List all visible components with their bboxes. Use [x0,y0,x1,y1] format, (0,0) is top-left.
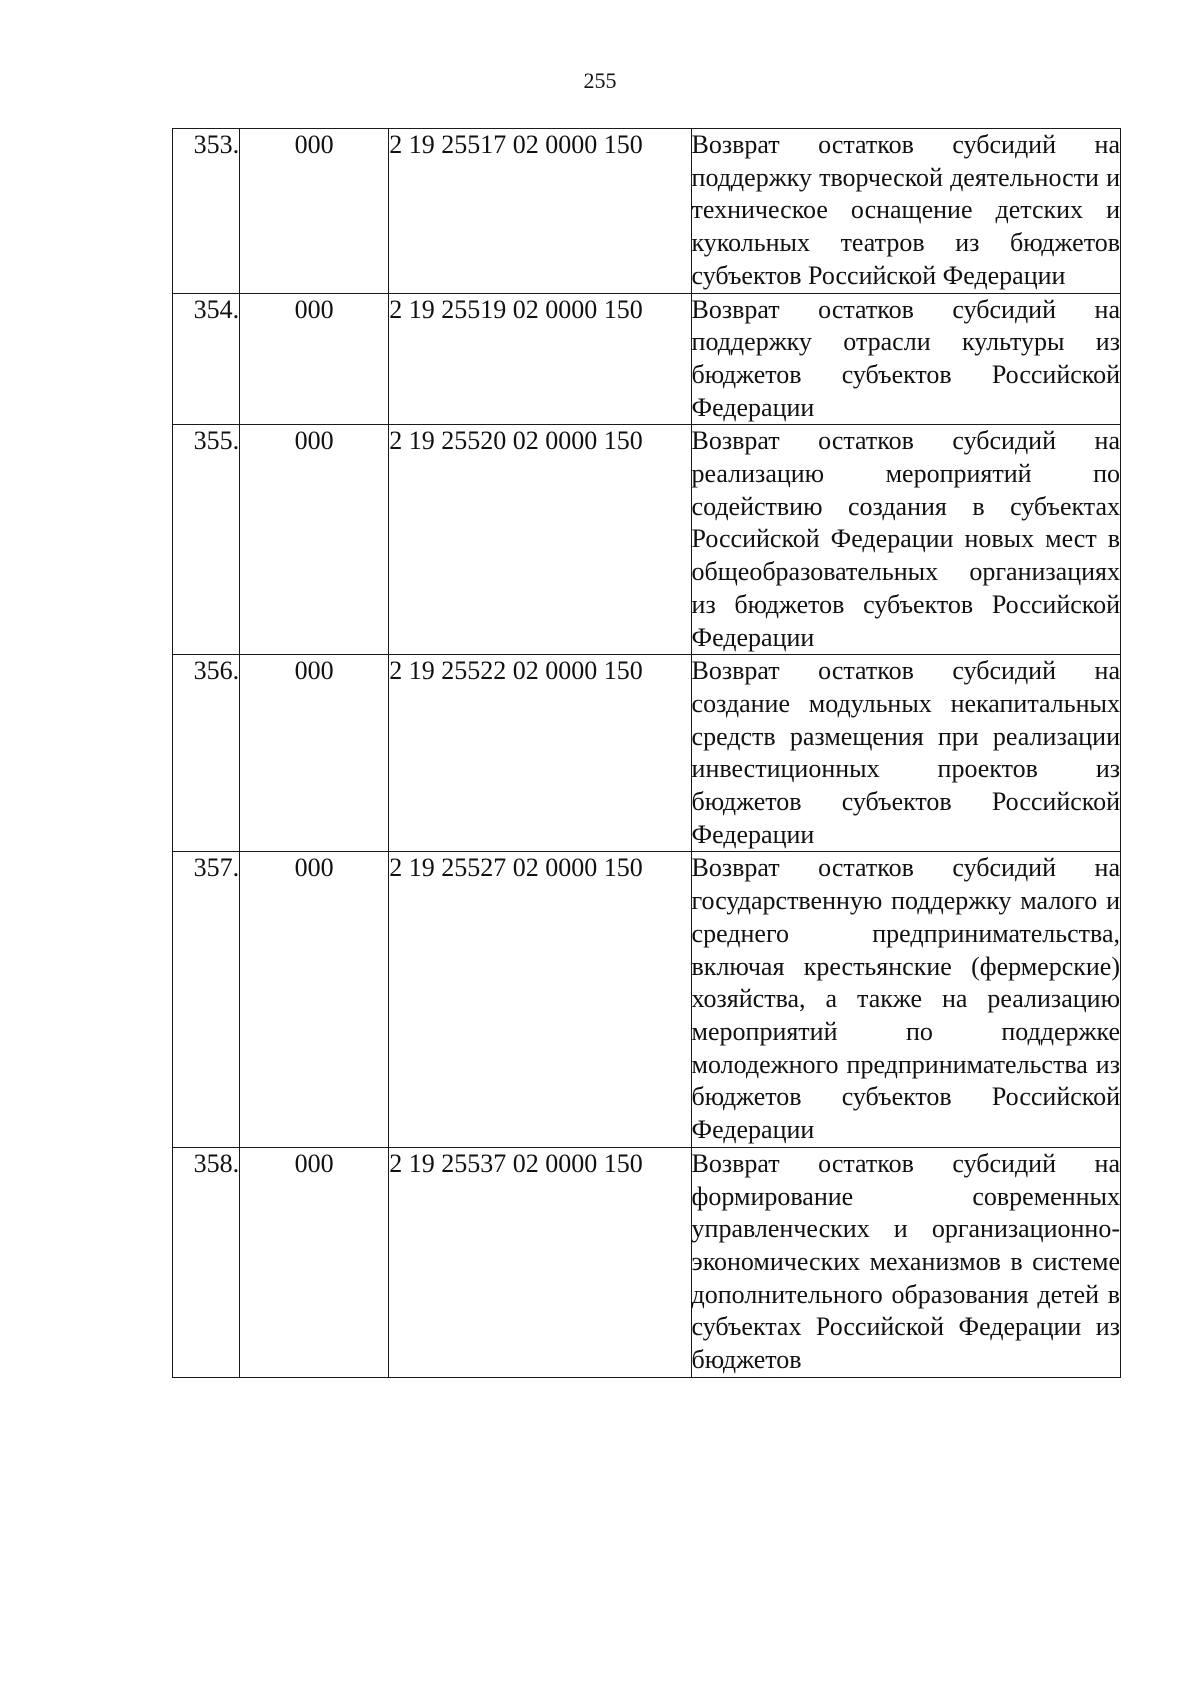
row-number: 355. [173,425,240,655]
budget-code: 2 19 25522 02 0000 150 [389,655,691,852]
budget-code: 2 19 25527 02 0000 150 [389,852,691,1147]
revenue-name: Возврат остатков субсидий на поддержку отрасли культуры из бюджетов субъектов Российской Федерации [691,293,1120,425]
budget-code: 2 19 25517 02 0000 150 [389,129,691,294]
admin-code: 000 [240,1147,389,1377]
budget-code: 2 19 25520 02 0000 150 [389,425,691,655]
table-body [173,129,1121,1378]
revenue-name: Возврат остатков субсидий на формирование современных управленческих и организационно-экономических механизмов в системе дополнительного образования детей в субъектах Российской Федерации из бюджетов [691,1147,1120,1377]
budget-code: 2 19 25519 02 0000 150 [389,293,691,425]
table-row [173,293,1121,425]
row-number: 353. [173,129,240,294]
table-row [173,1147,1121,1377]
table-row [173,852,1121,1147]
row-number: 356. [173,655,240,852]
table-row [173,425,1121,655]
admin-code: 000 [240,852,389,1147]
revenue-name: Возврат остатков субсидий на государственную поддержку малого и среднего предпринимательства, включая крестьянские (фермерские) хозяйства, а также на реализацию мероприятий по поддержке молодежного предпринимательства из бюджетов субъектов Российской Федерации [691,852,1120,1147]
budget-codes-table [172,128,1121,1378]
admin-code: 000 [240,293,389,425]
row-number: 354. [173,293,240,425]
table-row [173,655,1121,852]
admin-code: 000 [240,425,389,655]
revenue-name: Возврат остатков субсидий на реализацию мероприятий по содействию создания в субъектах Российской Федерации новых мест в общеобразовательных организациях из бюджетов субъектов Российской Федерации [691,425,1120,655]
page-number: 255 [583,68,617,93]
admin-code: 000 [240,655,389,852]
row-number: 358. [173,1147,240,1377]
budget-code: 2 19 25537 02 0000 150 [389,1147,691,1377]
row-number: 357. [173,852,240,1147]
revenue-name: Возврат остатков субсидий на поддержку творческой деятельности и техническое оснащение детских и кукольных театров из бюджетов субъектов Российской Федерации [691,129,1120,294]
admin-code: 000 [240,129,389,294]
table-row [173,129,1121,294]
revenue-name: Возврат остатков субсидий на создание модульных некапитальных средств размещения при реализации инвестиционных проектов из бюджетов субъектов Российской Федерации [691,655,1120,852]
